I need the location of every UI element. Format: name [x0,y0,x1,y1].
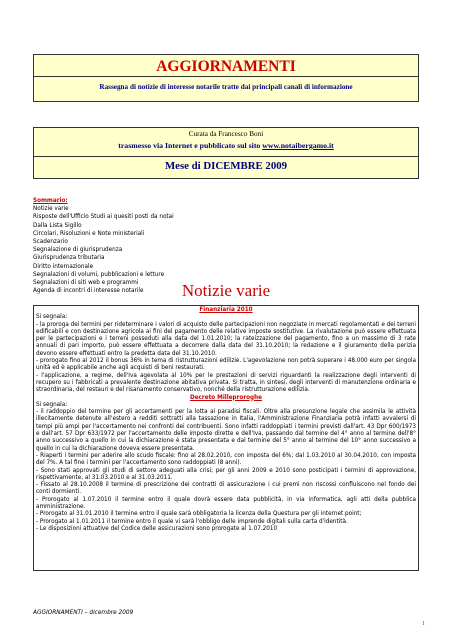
toc-item[interactable]: Dalla Lista Sigillo [33,222,82,229]
paragraph: Si segnala: [36,314,68,321]
toc-item[interactable]: Diritto internazionale [33,263,94,270]
published-line [34,141,418,150]
title-divider [34,76,418,77]
toc-item[interactable]: Segnalazioni di volumi, pubblicazioni e letture [33,271,165,278]
month-box [33,157,419,179]
issue-month: Mese di DICEMBRE 2009 [164,160,288,172]
header-subtitle: Rassegna di notizie di interesse notarile tratte dai principali canali di informazione [99,83,353,91]
toc-item[interactable]: Notizie varie [33,206,69,213]
published-text: trasmesso via Internet e pubblicato sul sito [118,141,263,150]
toc-item[interactable]: Segnalazioni di siti web e programmi [33,280,139,287]
curator-line: Curata da Francesco Boni [188,130,264,138]
section-heading-milleproroghe: Decreto Milleproroghe [189,394,263,401]
paragraph: - Sono stati approvati gli studi di settore adeguati alla crisi; per gli anni 2009 e 2010 sono posticipati i termini di approvazione, rispettivamente, al 31.03.2010 e al 31.03.2011. [36,467,416,481]
paragraph: - il raddoppio del termine per gli accertamenti per la lotta ai paradisi fiscali. Oltre alla presunzione legale che assimila le attività illecitamente detenute all'estero a redditi sottratti alla tassazione in Italia, l'Amministrazione Finanziaria potrà infatti avvalersi di tempi più ampi per l'accertamento nei confronti dei contribuenti. Sono infatti raddoppiati i termini previsti dall'art. 43 Dpr 600/1973 e dall'art. 57 Dpr 633/1972 per l'accertamento delle imposte dirette e dell'Iva, passando dal termine del 4° anno al termine dell'8° anno successivo a quello in cui la dichiarazione è stata presentata e dal termine del 5° anno al termine del 10° anno successivo a quello in cui la dichiarazione doveva essere presentata. [36,409,416,452]
paragraph: - la proroga dei termini per rideterminare i valori di acquisto delle partecipazioni non negoziate in mercati regolamentati e dei terreni edificabili e con destinazione agricola ai fini del pagamento delle relative imposte sostitutive. La rivalutazione può essere effettuata per le partecipazioni e i terreni posseduti alla data del 1.01.2010; la rateizzazione del pagamento, fino a un massimo di 3 rate annuali di pari importo, può essere effettuata a decorrere dalla data del 31.10.2010; la redazione e il giuramento della perizia devono essere effettuati entro la predetta data del 31.10.2010. [36,321,416,357]
toc-item[interactable]: Giurisprudenza tributaria [33,255,105,262]
paragraph: - Fissato al 28.10.2008 il termine di prescrizione dei contratti di assicurazione i cui premi non riscossi confluiscono nel fondo dei conti dormienti. [36,482,416,496]
toc-item[interactable]: Segnalazione di giurisprudenza [33,247,123,254]
paragraph: - Prorogato al 1.07.2010 il termine entro il quale dovrà essere data pubblicità, in via informatica, agli atti della pubblica amministrazione. [36,496,416,511]
paragraph: - Prorogato al 31.01.2010 il termine entro il quale sarà obbligatoria la licenza della Questura per gli internet point; [36,511,362,518]
paragraph: - prorogato fino al 2012 il bonus 36% in tema di ristrutturazioni edilizie. L'agevolazione non potrà superare i 48.000 euro per singola unità ed è applicabile anche agli acquisti di beni restaurati. [36,358,416,372]
toc-item[interactable]: Agenda di incontri di interesse notarile [33,288,144,295]
toc-item[interactable]: Risposte dell'Ufficio Studi ai quesiti posti da notai [33,214,174,221]
paragraph: - l'applicazione, a regime, dell'Iva agevolata al 10% per le prestazioni di servizi riguardanti la realizzazione degli interventi di recupero su i fabbricati a prevalente destinazione abitativa privata. Si tratta, in sintesi, degli interventi di manutenzione ordinaria e straordinaria, del restauri e del risanamento conservativo, nonché della ristrutturazione edilizia. [36,372,416,394]
header-box [33,54,419,102]
section-title: Notizie varie [181,281,271,300]
page-number: 1 [422,621,425,627]
paragraph: - Prorogato al 1.01.2011 il termine entro il quale vi sarà l'obbligo delle imprende digitali sulla carta d'identità. [36,518,348,525]
toc-heading: Sommario: [33,198,68,204]
news-body [33,305,419,571]
toc-item[interactable]: Circolari, Risoluzioni e Note ministeriali [33,230,145,237]
paragraph: - Le disposizioni attuative del Codice delle assicurazioni sono prorogate al 1.07.2010 [36,525,278,532]
website-link[interactable]: www.notaibergamo.it [262,141,334,150]
toc-item[interactable]: Scadenzario [33,239,68,246]
page-footer: AGGIORNAMENTI – dicembre 2009 [33,610,134,616]
section-heading-finanziaria: Finanziaria 2010 [199,307,253,313]
paragraph: Si segnala: [36,401,68,408]
page-title: AGGIORNAMENTI [156,58,296,75]
credits-box [33,127,419,157]
paragraph: - Riaperti i termini per aderire allo scudo fiscale: fino al 28.02.2010, con imposta del 6%; dal 1.03.2010 al 30.04.2010, con imposta del 7%. A tal fine i termini per l'accertamento sono raddoppiati (8 anni). [36,452,416,467]
